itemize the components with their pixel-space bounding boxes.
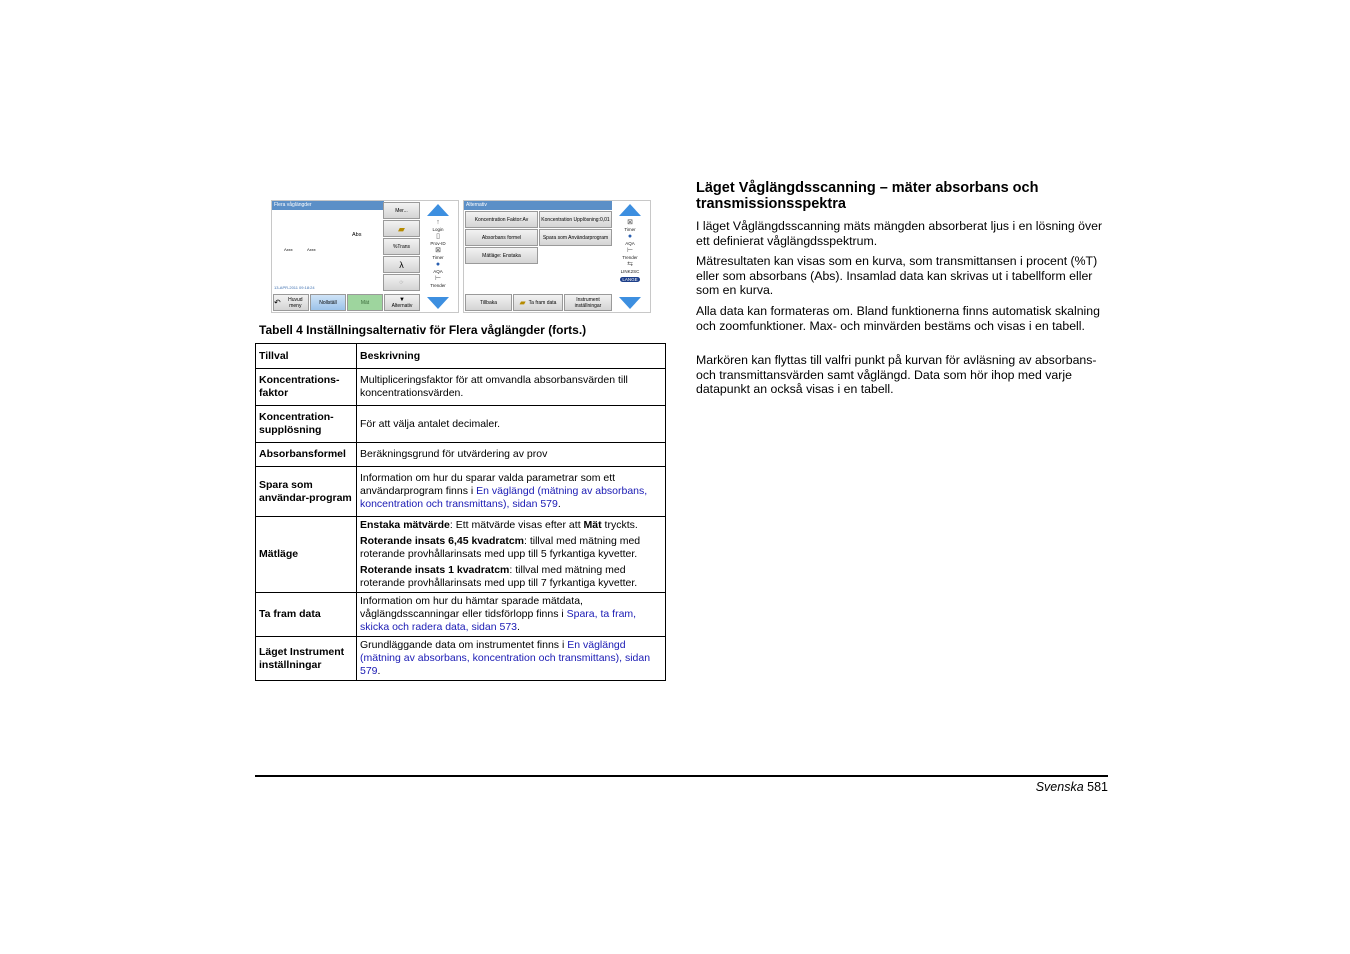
caret-down-icon: ▼	[399, 296, 405, 303]
screen-title-bar: Flera våglängder	[272, 201, 384, 210]
concentration-factor-button[interactable]: Koncentration Faktor:Av	[465, 211, 538, 228]
cross-reference-link[interactable]: En väglängd (mätning av absorbans, koncentration och transmittans), sidan 579	[360, 639, 651, 677]
description-cell: Information om hur du sparar valda parametrar som ett användarprogram finns i En väglängd (mätning av absorbans, koncentration och transmittans), sidan 579.	[357, 467, 666, 517]
trend-icon: ⊢	[434, 275, 442, 282]
options-table	[255, 343, 666, 681]
side-aqa[interactable]: ● AQA	[615, 233, 645, 246]
header-option: Tillval	[256, 344, 357, 369]
side-timer[interactable]: ⊠ Timer	[615, 219, 645, 232]
header-description: Beskrivning	[357, 344, 666, 369]
side-trends[interactable]: ⊢ Trender	[423, 275, 453, 288]
description-cell: Multipliceringsfaktor för att omvandla absorbansvärden till koncentrationsvärden.	[357, 369, 666, 406]
scroll-down-button[interactable]	[427, 297, 449, 309]
option-cell: Läget Instrument inställningar	[256, 637, 357, 681]
paragraph: Markören kan flyttas till valfri punkt på kurvan för avläsning av absorbans- och transmittansvärden samt våglängd. Data som hör ihop med varje datapunkt an också visas i en tabell.	[696, 353, 1097, 396]
screenshot-options	[463, 200, 651, 313]
table-row	[256, 517, 666, 593]
cross-reference-link[interactable]: En väglängd (mätning av absorbans, koncentration och transmittans), sidan 579	[360, 485, 648, 510]
lange-logo-icon: LANGE	[622, 277, 638, 282]
paragraph: Alla data kan formateras om. Bland funktionerna finns automatisk skalning och zoomfunktioner. Max- och minvärden bestäms och visas i en tabell.	[696, 304, 1100, 333]
folder-button[interactable]	[383, 220, 420, 237]
option-cell: Spara som användar-program	[256, 467, 357, 517]
options-button[interactable]: ▼ Alternativ	[384, 294, 420, 311]
option-cell: Koncentration-supplösning	[256, 406, 357, 443]
screenshot-multi-wavelength	[271, 200, 459, 313]
mode-rotor-1: Roterande insats 1 kvadratcm: tillval med mätning med roterande provhållarinsats med upp till 7 fyrkantiga kyvetter.	[360, 564, 638, 589]
description-cell: För att välja antalet decimaler.	[357, 406, 666, 443]
disabled-button	[383, 274, 420, 291]
table-row	[256, 406, 666, 443]
main-menu-button[interactable]: ↶ Huvud meny	[273, 294, 309, 311]
paragraph: Mätresultaten kan visas som en kurva, som transmittansen i procent (%T) eller som absorbans (Abs). Insamlad data kan skrivas ut i tabellform eller som en kurva.	[696, 254, 1098, 297]
login-icon: ↑	[436, 219, 440, 226]
trend-icon: ⊢	[626, 247, 634, 254]
mode-single: Enstaka mätvärde: Ett mätvärde visas efter att Mät tryckts.	[360, 519, 638, 531]
back-button[interactable]: Tillbaka	[465, 294, 512, 311]
page-footer: Svenska 581	[1035, 780, 1108, 794]
table-caption: Tabell 4 Inställningsalternativ för Flera våglängder (forts.)	[259, 323, 587, 337]
folder-icon: ▰	[519, 297, 526, 307]
description-cell: Grundläggande data om instrumentet finns i En väglängd (mätning av absorbans, koncentration och transmittans), sidan 579.	[357, 637, 666, 681]
table-row	[256, 467, 666, 517]
table-row	[256, 369, 666, 406]
side-link2sc[interactable]: ⇆ LINK2SC	[615, 261, 645, 274]
timestamp: 13-APR-2011 09:18:24	[274, 285, 315, 290]
description-cell	[357, 517, 666, 593]
timer-icon: ⊠	[435, 247, 441, 254]
option-cell: Ta fram data	[256, 593, 357, 637]
scroll-up-button[interactable]	[619, 204, 641, 216]
folder-icon: ▰	[398, 223, 405, 234]
measurement-mode-button[interactable]: Mätläge: Enstaka	[465, 247, 538, 264]
zero-button[interactable]: Nollställ	[310, 294, 346, 311]
timer-icon: ⊠	[627, 219, 633, 226]
page-number: 581	[1087, 780, 1108, 794]
side-lange-logo	[615, 277, 645, 282]
aqa-icon: ●	[435, 261, 441, 268]
option-cell: Mätläge	[256, 517, 357, 593]
side-aqa[interactable]: ● AQA	[423, 261, 453, 274]
option-cell: Absorbansformel	[256, 443, 357, 467]
lambda-button[interactable]: λ	[383, 256, 420, 273]
back-arrow-icon: ↶	[274, 297, 281, 307]
refresh-icon: ⟳	[399, 279, 404, 286]
side-sample-id[interactable]: ▯ Prov-ID	[423, 233, 453, 246]
side-login[interactable]: ↑ Login	[423, 219, 453, 232]
instrument-settings-button[interactable]: Instrument inställningar	[564, 294, 612, 311]
aqa-icon: ●	[627, 233, 633, 240]
table-row	[256, 443, 666, 467]
reading-1: Λxxx	[284, 247, 293, 252]
sample-id-icon: ▯	[436, 233, 440, 240]
table-row	[256, 637, 666, 681]
recall-data-button[interactable]: ▰ Ta fram data	[513, 294, 563, 311]
side-trends[interactable]: ⊢ Trender	[615, 247, 645, 260]
cross-reference-link[interactable]: Spara, ta fram, skicka och radera data, sidan 573	[360, 608, 637, 633]
option-cell: Koncentrations-faktor	[256, 369, 357, 406]
mode-rotor-645: Roterande insats 6,45 kvadratcm: tillval med mätning med roterande provhållarinsats med upp till 5 fyrkantiga kyvetter.	[360, 535, 641, 560]
screen-title-bar: Alternativ	[464, 201, 612, 210]
footer-rule	[255, 775, 1108, 777]
table-row	[256, 593, 666, 637]
scroll-up-button[interactable]	[427, 204, 449, 216]
side-timer[interactable]: ⊠ Timer	[423, 247, 453, 260]
description-cell: Information om hur du hämtar sparade mätdata, våglängdsscanningar eller tidsförlopp finns i Spara, ta fram, skicka och radera data, sidan 573.	[357, 593, 666, 637]
table-header-row	[256, 344, 666, 369]
measure-button[interactable]: Mät	[347, 294, 383, 311]
paragraph: I läget Våglängdsscanning mäts mängden absorberat ljus i en lösning över ett definierat våglängdsspektrum.	[696, 219, 1103, 248]
percent-trans-button[interactable]: %Trans	[383, 238, 420, 255]
section-heading: Läget Våglängdsscanning – mäter absorbans och transmissionsspektra	[696, 180, 1039, 212]
save-user-program-button[interactable]: Spara som Användarprogram	[539, 229, 612, 246]
description-cell: Beräkningsgrund för utvärdering av prov	[357, 443, 666, 467]
more-button[interactable]: Mer...	[383, 202, 420, 219]
link2sc-icon: ⇆	[627, 261, 633, 268]
scroll-down-button[interactable]	[619, 297, 641, 309]
absorbance-formula-button[interactable]: Absorbans formel	[465, 229, 538, 246]
concentration-resolution-button[interactable]: Koncentration Upplösning:0,01	[539, 211, 612, 228]
reading-2: Λxxx	[307, 247, 316, 252]
abs-label: Abs	[352, 232, 362, 238]
